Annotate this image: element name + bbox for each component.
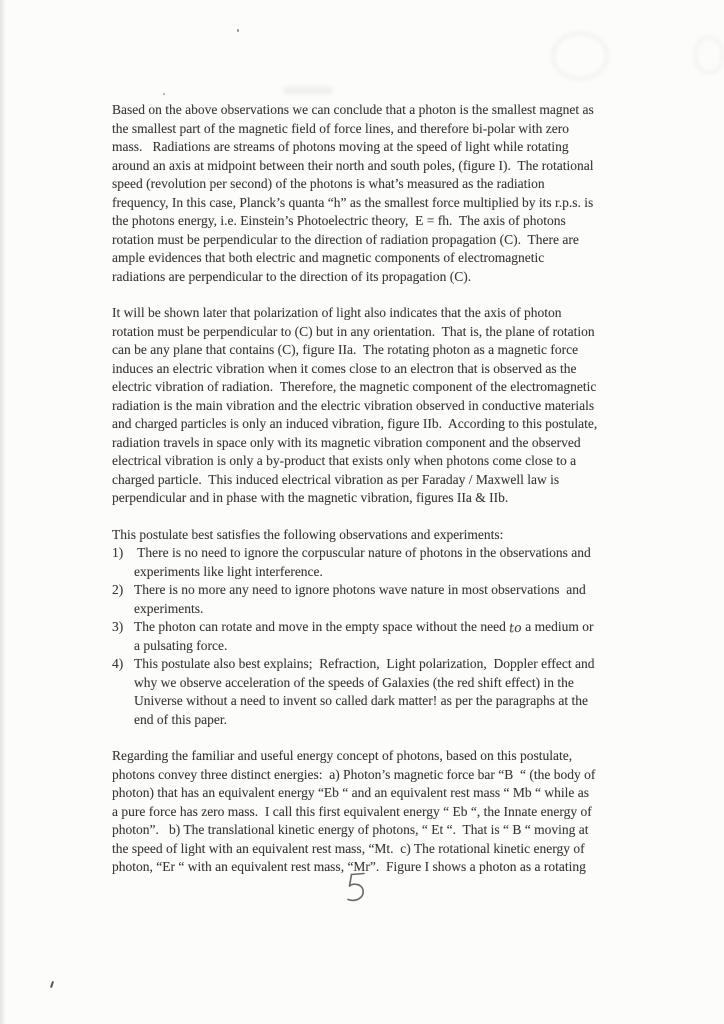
list-number: 1): [112, 545, 124, 560]
text-line: There is no need to ignore the corpuscular nature of photons in the observations and: [134, 545, 591, 560]
text-line: charged particle. This induced electrical vibration as per Faraday / Maxwell law is: [112, 471, 560, 487]
text-line: the photons energy, i.e. Einstein’s Photoelectric theory, E = fh. The axis of photons: [112, 213, 566, 228]
text-line: experiments like light interference.: [134, 563, 323, 579]
text-line: It will be shown later that polarization of light also indicates that the axis of photon: [112, 305, 562, 320]
observations-list: [112, 526, 644, 730]
text-line: electrical vibration is only a by-product that exists only when photons come close to a: [112, 453, 577, 468]
text-line: Based on the above observations we can conclude that a photon is the smallest magnet as: [112, 102, 594, 117]
handwritten-correction: to: [508, 619, 523, 636]
scan-pen-mark: [50, 981, 54, 988]
paragraph-photon-magnet: [112, 101, 644, 286]
text-line: frequency, In this case, Planck’s quanta “h” as the smallest force multiplied by its r.p.s. is: [112, 194, 594, 210]
text-line: radiation is the main vibration and the electric vibration observed in conductive materials: [112, 397, 595, 413]
list-item-3-text: a medium or: [521, 619, 594, 634]
handwritten-five-glyph: [343, 871, 369, 907]
text-line: This postulate also best explains; Refraction, Light polarization, Doppler effect and: [134, 656, 595, 671]
scan-smudge: [552, 32, 608, 80]
text-line: photon) that has an equivalent energy “Eb “ and an equivalent rest mass “ Mb “ while as: [112, 785, 589, 800]
text-line: rotation must be perpendicular to the direction of radiation propagation (C). There are: [112, 231, 579, 247]
text-line: experiments.: [134, 600, 204, 616]
text-line: speed (revolution per second) of the photons is what’s measured as the radiation: [112, 176, 545, 191]
list-item-4: [112, 655, 644, 729]
text-line: rotation must be perpendicular to (C) but in any orientation. That is, the plane of rotation: [112, 323, 595, 339]
text-line: a pure force has zero mass. I call this first equivalent energy “ Eb “, the Innate energy of: [112, 803, 592, 819]
text-line: There is no more any need to ignore photons wave nature in most observations and: [134, 582, 586, 597]
text-line: why we observe acceleration of the speeds of Galaxies (the red shift effect) in the: [134, 674, 574, 690]
text-line: [134, 618, 644, 637]
list-item-1: [112, 544, 644, 581]
text-line: perpendicular and in phase with the magnetic vibration, figures IIa & IIb.: [112, 490, 509, 505]
paragraph-photon-energies: [112, 747, 644, 877]
text-line: around an axis at midpoint between their north and south poles, (figure I). The rotational: [112, 157, 594, 173]
text-line: mass. Radiations are streams of photons moving at the speed of light while rotating: [112, 139, 569, 154]
document-text: [112, 101, 644, 895]
text-line: radiation travels in space only with its magnetic vibration component and the observed: [112, 434, 581, 450]
text-line: the smallest part of the magnetic field of force lines, and therefore bi-polar with zero: [112, 120, 569, 136]
text-line: ample evidences that both electric and magnetic components of electromagnetic: [112, 250, 545, 265]
text-line: radiations are perpendicular to the direction of its propagation (C).: [112, 268, 472, 284]
list-number: 3): [112, 619, 124, 634]
text-line: photons convey three distinct energies: a) Photon’s magnetic force bar “B “ (the body of: [112, 766, 596, 782]
paragraph-polarization: [112, 304, 644, 508]
text-line: Universe without a need to invent so called dark matter! as per the paragraphs at the: [134, 693, 588, 708]
scan-smudge: [283, 87, 333, 94]
scan-speck: [163, 93, 165, 95]
scan-left-edge-shadow: [0, 0, 6, 1024]
text-line: a pulsating force.: [134, 637, 228, 653]
list-item-3-text: The photon can rotate and move in the empty space without the need: [134, 619, 510, 634]
text-line: photon”. b) The translational kinetic energy of photons, “ Et “. That is “ B “ moving at: [112, 822, 589, 837]
text-line: electric vibration of radiation. Therefore, the magnetic component of the electromagnetic: [112, 379, 597, 394]
list-intro: This postulate best satisfies the following observations and experiments:: [112, 526, 504, 542]
text-line: Regarding the familiar and useful energy concept of photons, based on this postulate,: [112, 748, 573, 763]
text-line: can be any plane that contains (C), figure IIa. The rotating photon as a magnetic force: [112, 342, 579, 357]
list-number: 2): [112, 582, 124, 597]
text-line: photon, “Er “ with an equivalent rest mass, “Mr”. Figure I shows a photon as a rotating: [112, 859, 586, 874]
scan-speck: [237, 29, 239, 32]
text-line: end of this paper.: [134, 711, 227, 727]
text-line: and charged particles is only an induced vibration, figure IIb. According to this postulate,: [112, 416, 598, 431]
list-item-2: [112, 581, 644, 618]
scan-smudge: [694, 36, 724, 74]
text-line: the speed of light with an equivalent rest mass, “Mt. c) The rotational kinetic energy of: [112, 840, 585, 856]
handwritten-page-number: [343, 871, 369, 907]
text-line: induces an electric vibration when it comes close to an electron that is observed as the: [112, 360, 577, 376]
list-number: 4): [112, 656, 124, 671]
list-item-3: [112, 618, 644, 655]
